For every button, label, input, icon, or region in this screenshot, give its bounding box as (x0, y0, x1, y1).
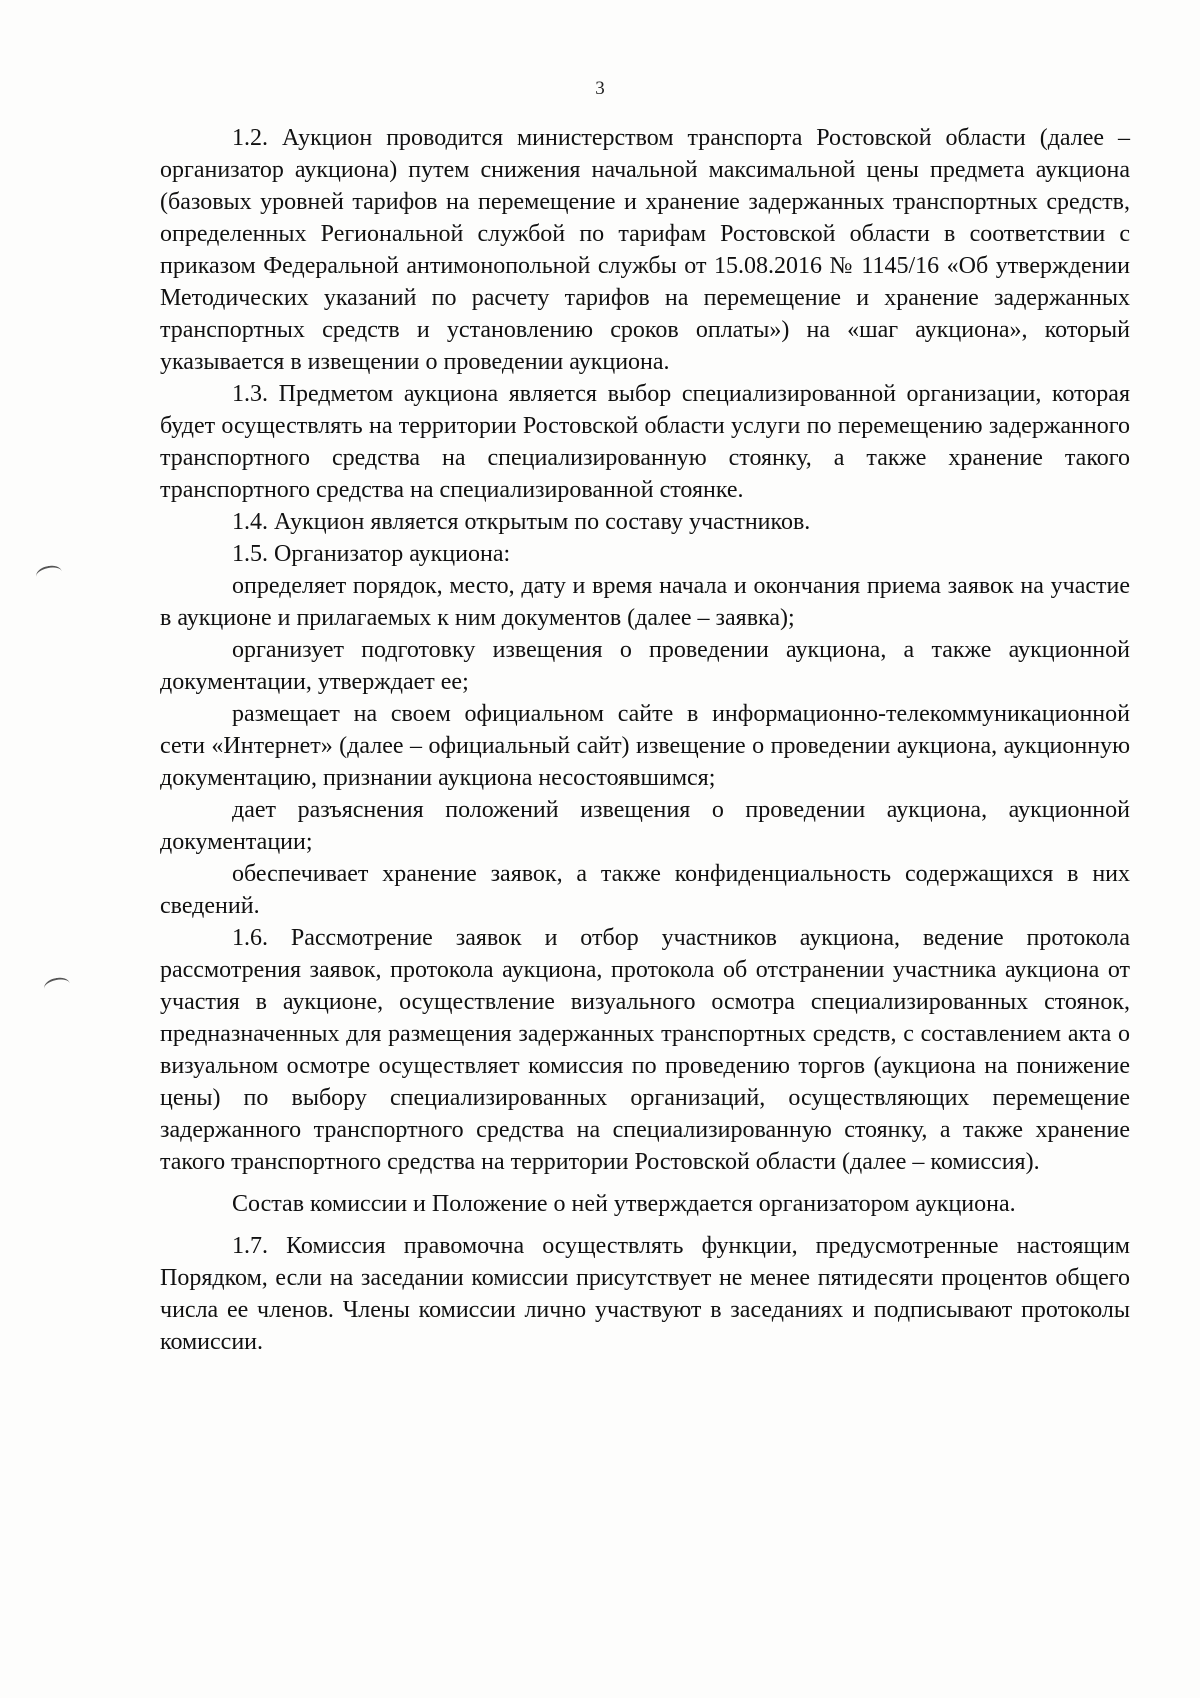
paragraph-1-5-item-4: дает разъяснения положений извещения о проведении аукциона, аукционной документации; (160, 797, 1130, 855)
paragraph-1-5: 1.5. Организатор аукциона: (232, 541, 511, 567)
scan-artifact-mark (43, 975, 72, 996)
document-body (160, 122, 1130, 1358)
paragraph-1-6: 1.6. Рассмотрение заявок и отбор участников аукциона, ведение протокола рассмотрения заявок, протокола аукциона, протокола об отстранении участника аукциона от участия в аукционе, осуществление визуального осмотра специализированных стоянок, предназначенных для размещения задержанных транспортных средств, с составлением акта о визуальном осмотре осуществляет комиссия по проведению торгов (аукциона на понижение цены) по выбору специализированных организаций, осуществляющих перемещение задержанного транспортного средства на специализированную стоянку, а также хранение такого транспортного средства на территории Ростовской области (далее – комиссия). (160, 925, 1130, 1175)
scan-artifact-mark (35, 563, 64, 584)
paragraph-1-5-item-3: размещает на своем официальном сайте в информационно-телекоммуникационной сети «Интернет» (далее – официальный сайт) извещение о проведении аукциона, аукционную документацию, признании аукциона несостоявшимся; (160, 701, 1130, 791)
paragraph-commission-composition: Состав комиссии и Положение о ней утверждается организатором аукциона. (232, 1191, 1016, 1217)
paragraph-1-5-item-1: определяет порядок, место, дату и время начала и окончания приема заявок на участие в аукционе и прилагаемых к ним документов (далее – заявка); (160, 573, 1130, 631)
paragraph-1-4: 1.4. Аукцион является открытым по составу участников. (232, 509, 811, 535)
paragraph-1-2: 1.2. Аукцион проводится министерством транспорта Ростовской области (далее – организатор аукциона) путем снижения начальной максимальной цены предмета аукциона (базовых уровней тарифов на перемещение и хранение задержанных транспортных средств, определенных Региональной службой по тарифам Ростовской области в соответствии с приказом Федеральной антимонопольной службы от 15.08.2016 № 1145/16 «Об утверждении Методических указаний по расчету тарифов на перемещение и хранение задержанных транспортных средств и установлению сроков оплаты») на «шаг аукциона», который указывается в извещении о проведении аукциона. (160, 125, 1130, 375)
paragraph-1-5-item-5: обеспечивает хранение заявок, а также конфиденциальность содержащихся в них сведений. (160, 861, 1130, 919)
paragraph-1-7: 1.7. Комиссия правомочна осуществлять функции, предусмотренные настоящим Порядком, если на заседании комиссии присутствует не менее пятидесяти процентов общего числа ее членов. Члены комиссии лично участвуют в заседаниях и подписывают протоколы комиссии. (160, 1233, 1130, 1355)
paragraph-1-5-item-2: организует подготовку извещения о проведении аукциона, а также аукционной документации, утверждает ее; (160, 637, 1130, 695)
page-number: 3 (595, 78, 605, 99)
paragraph-1-3: 1.3. Предметом аукциона является выбор специализированной организации, которая будет осуществлять на территории Ростовской области услуги по перемещению задержанного транспортного средства на специализированную стоянку, а также хранение такого транспортного средства на специализированной стоянке. (160, 381, 1130, 503)
